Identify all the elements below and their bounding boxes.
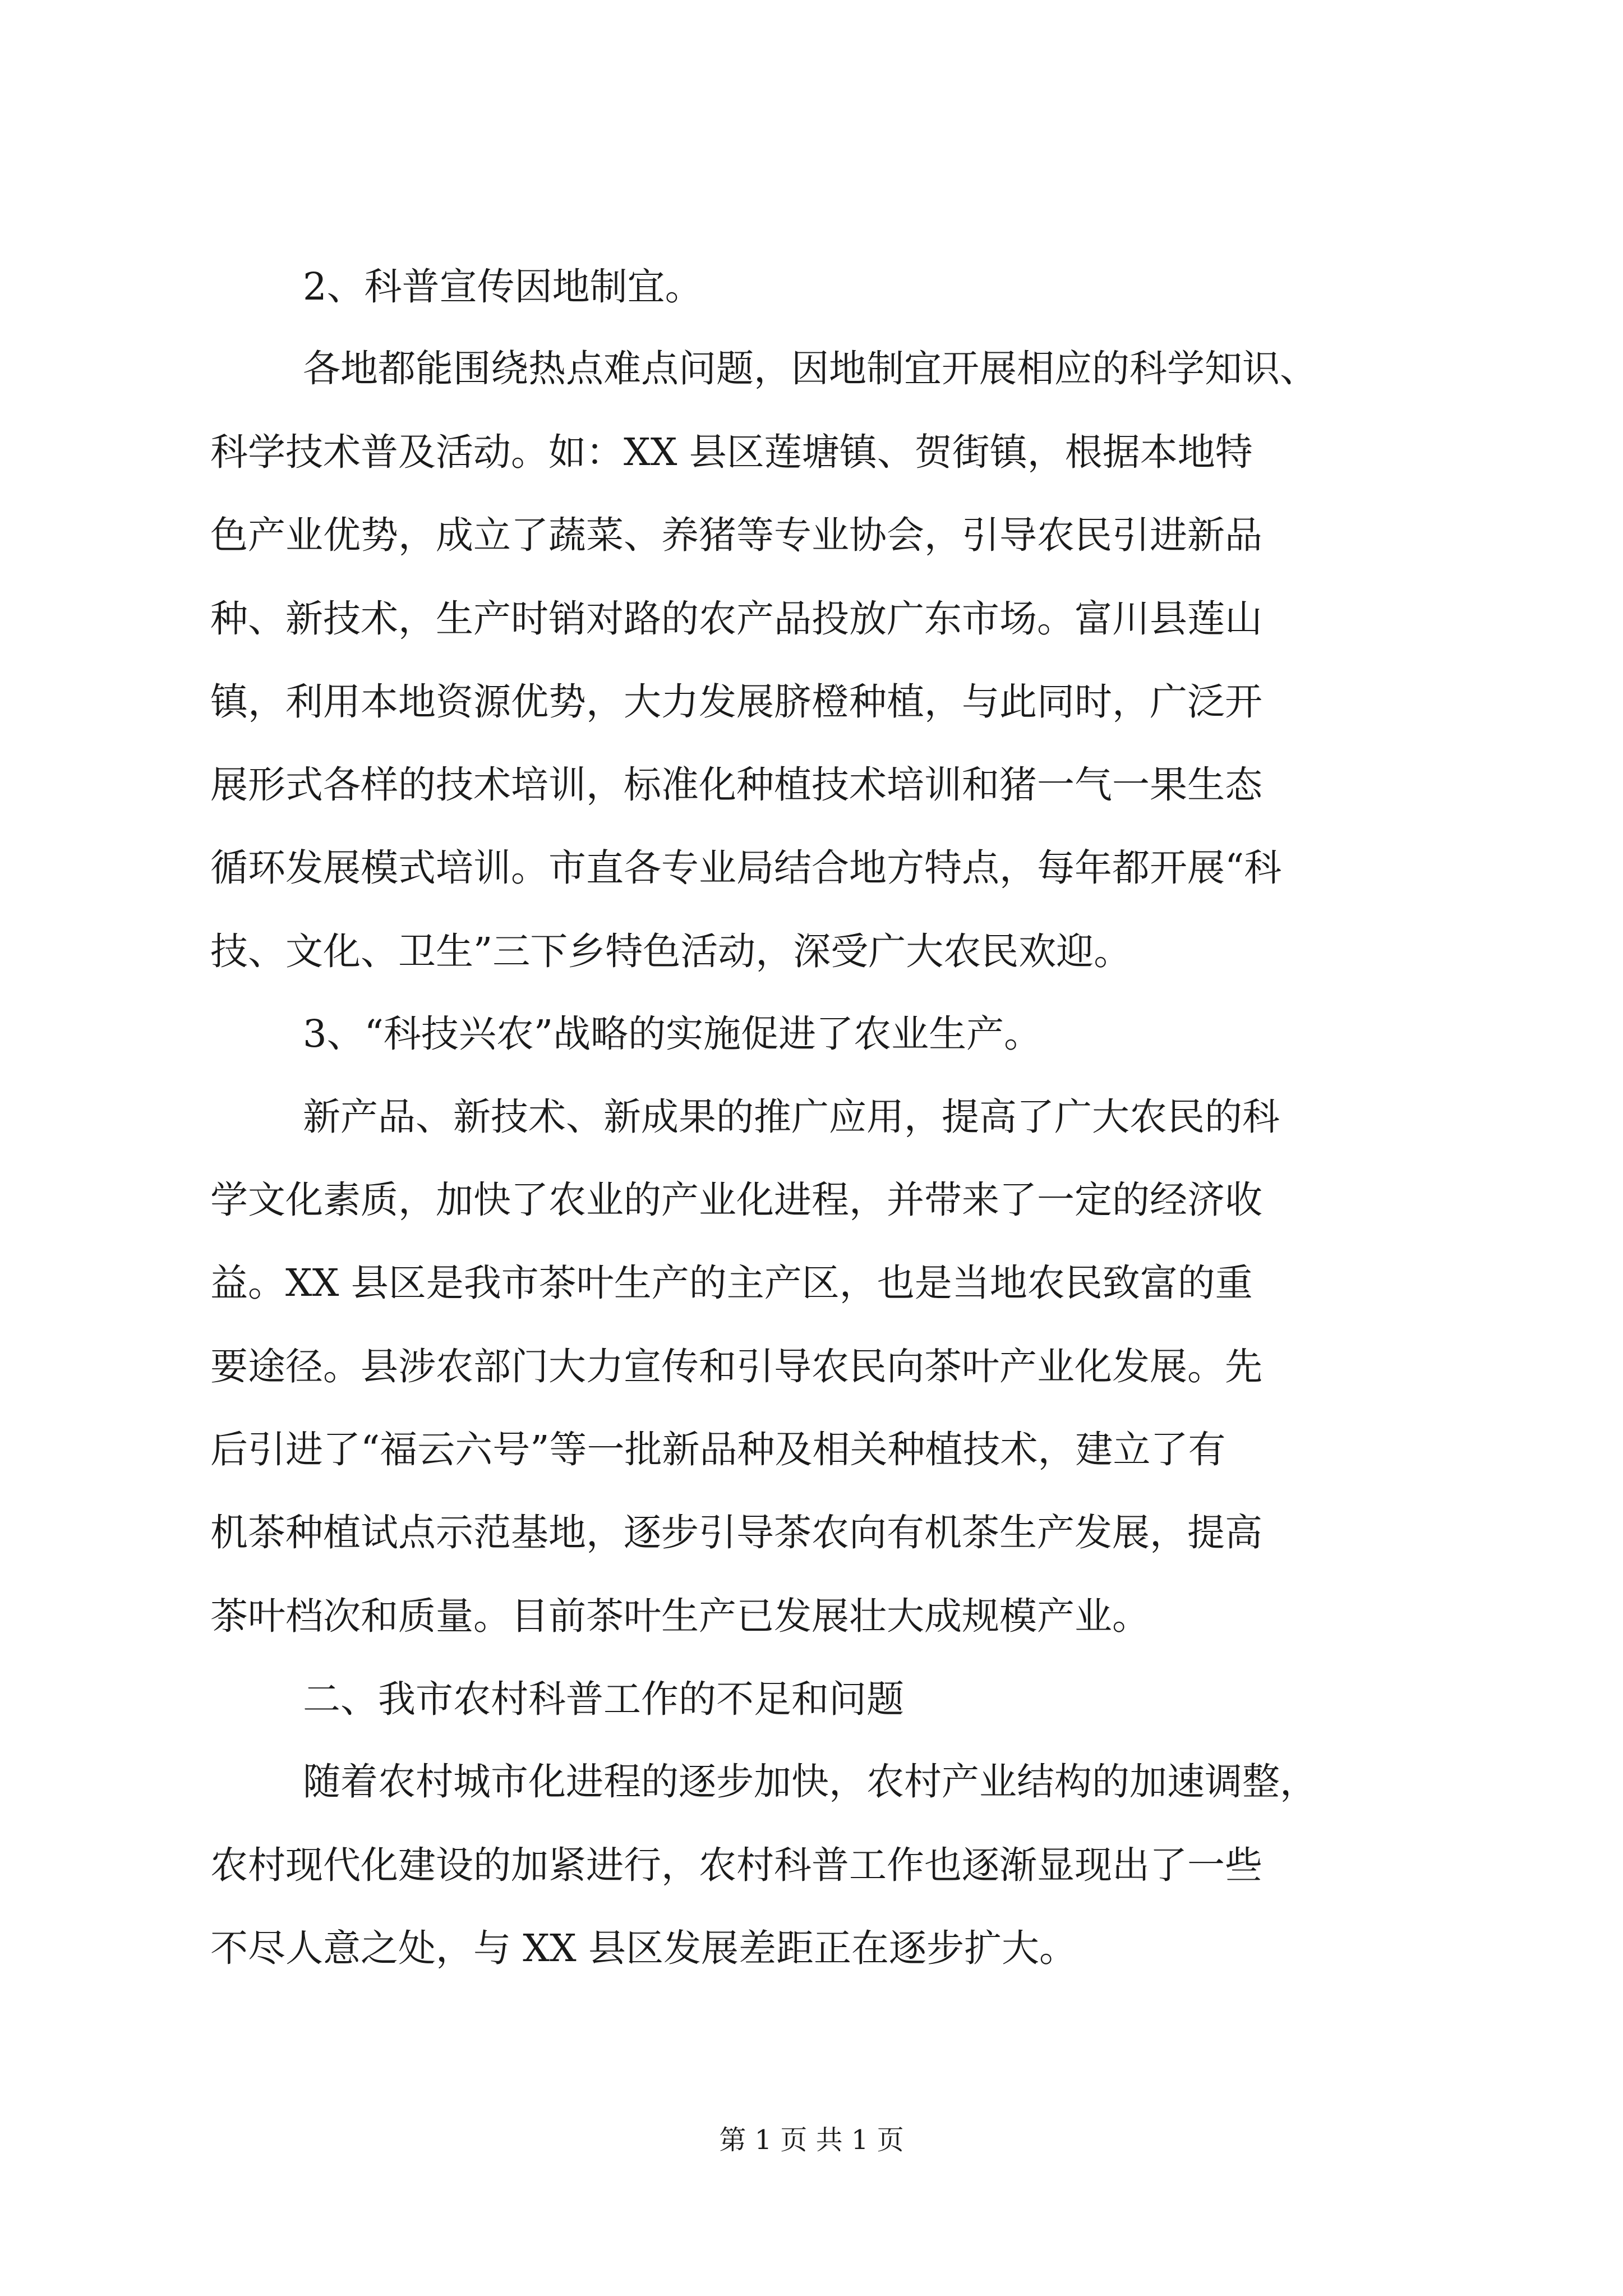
paragraph-line: 新产品、新技术、新成果的推广应用，提高了广大农民的科 [303, 1095, 1280, 1139]
heading-3: 3、“科技兴农”战略的实施促进了农业生产。 [303, 1012, 1042, 1056]
paragraph-line: 不尽人意之处，与 XX 县区发展差距正在逐步扩大。 [210, 1926, 1077, 1970]
paragraph-line: 种、新技术，生产时销对路的农产品投放广东市场。富川县莲山 [210, 597, 1262, 641]
section-heading: 二、我市农村科普工作的不足和问题 [303, 1677, 904, 1721]
paragraph-line: 展形式各样的技术培训，标准化种植技术培训和猪一气一果生态 [210, 763, 1262, 807]
paragraph-line: 机茶种植试点示范基地，逐步引导茶农向有机茶生产发展，提高 [210, 1511, 1262, 1554]
paragraph-line: 学文化素质，加快了农业的产业化进程，并带来了一定的经济收 [210, 1178, 1262, 1222]
paragraph-line: 各地都能围绕热点难点问题，因地制宜开展相应的科学知识、 [303, 347, 1317, 390]
paragraph-line: 农村现代化建设的加紧进行，农村科普工作也逐渐显现出了一些 [210, 1843, 1262, 1887]
paragraph-line: 镇，利用本地资源优势，大力发展脐橙种植，与此同时，广泛开 [210, 680, 1262, 724]
paragraph-line: 色产业优势，成立了蔬菜、养猪等专业协会，引导农民引进新品 [210, 513, 1262, 557]
paragraph-line: 后引进了“福云六号”等一批新品种及相关种植技术，建立了有 [210, 1428, 1226, 1471]
paragraph-line: 循环发展模式培训。市直各专业局结合地方特点，每年都开展“科 [210, 846, 1282, 890]
paragraph-line: 益。XX 县区是我市茶叶生产的主产区，也是当地农民致富的重 [210, 1261, 1253, 1305]
paragraph-line: 茶叶档次和质量。目前茶叶生产已发展壮大成规模产业。 [210, 1594, 1150, 1638]
heading-2: 2、科普宣传因地制宜。 [303, 265, 703, 309]
paragraph-line: 科学技术普及活动。如：XX 县区莲塘镇、贺街镇，根据本地特 [210, 430, 1253, 474]
page-footer: 第 1 页 共 1 页 [719, 2124, 904, 2156]
paragraph-line: 要途径。县涉农部门大力宣传和引导农民向茶叶产业化发展。先 [210, 1345, 1262, 1388]
paragraph-line: 随着农村城市化进程的逐步加快，农村产业结构的加速调整， [303, 1760, 1317, 1803]
paragraph-line: 技、文化、卫生”三下乡特色活动，深受广大农民欢迎。 [210, 930, 1132, 973]
